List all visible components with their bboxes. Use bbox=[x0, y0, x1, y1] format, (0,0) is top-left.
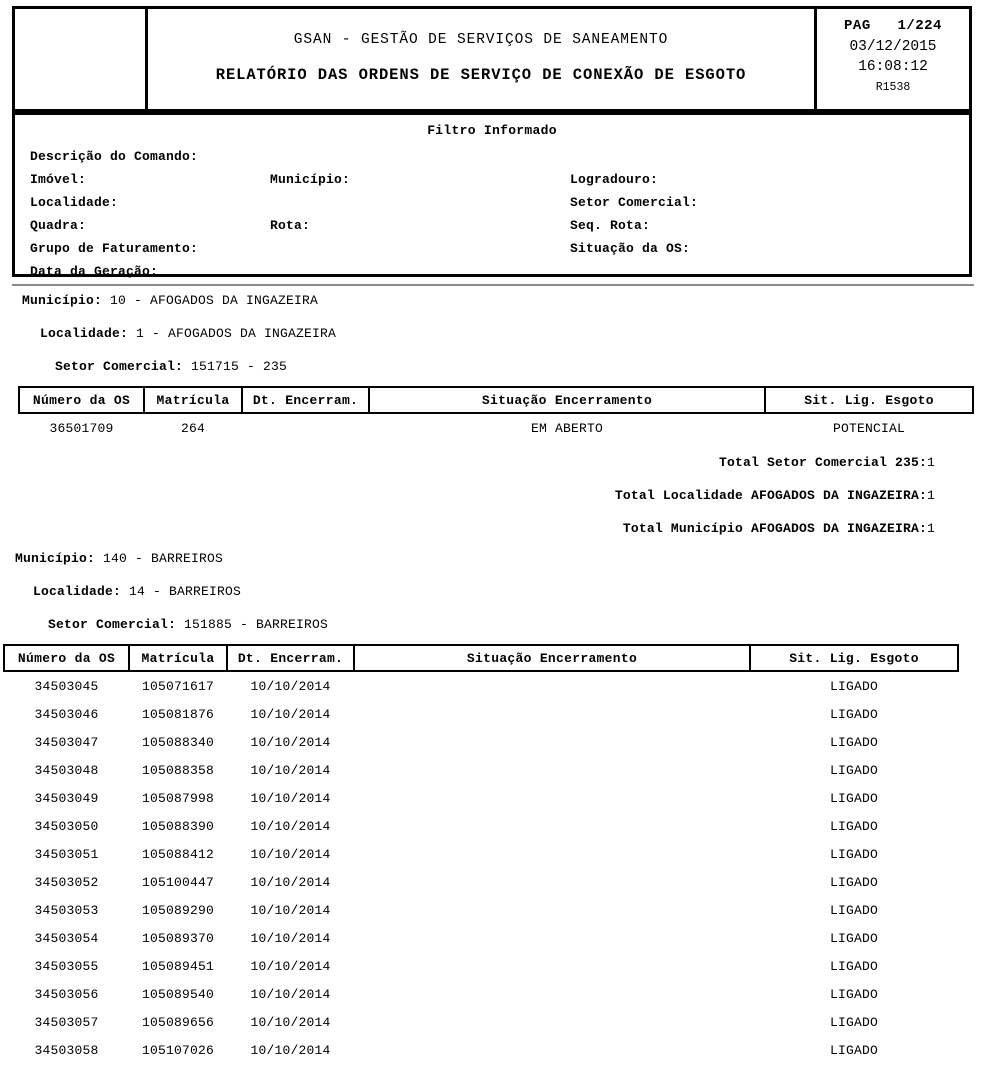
cell-sit-lig-esgoto: LIGADO bbox=[829, 706, 878, 722]
filter-label: Grupo de Faturamento: bbox=[30, 241, 199, 256]
cell-dt-encerramento: 10/10/2014 bbox=[250, 874, 331, 890]
table-row bbox=[4, 784, 958, 812]
cell-os: 34503058 bbox=[34, 1042, 99, 1058]
cell-sit-lig-esgoto: LIGADO bbox=[829, 734, 878, 750]
cell-os: 34503050 bbox=[34, 818, 99, 834]
cell-matricula: 105088340 bbox=[141, 734, 214, 750]
table-row bbox=[4, 756, 958, 784]
cell-matricula: 105100447 bbox=[141, 874, 214, 890]
cell-matricula: 105081876 bbox=[141, 706, 214, 722]
column-header-matricula: Matrícula bbox=[129, 645, 227, 671]
cell-dt-encerramento: 10/10/2014 bbox=[250, 818, 331, 834]
cell-matricula: 105087998 bbox=[141, 790, 214, 806]
cell-situacao bbox=[354, 756, 750, 784]
cell-dt-encerramento: 10/10/2014 bbox=[250, 930, 331, 946]
column-header-os: Número da OS bbox=[19, 387, 144, 413]
cell-dt-encerramento bbox=[242, 413, 369, 442]
os-table bbox=[3, 644, 959, 1064]
cell-dt-encerramento: 10/10/2014 bbox=[250, 678, 331, 694]
section-setor-label: Setor Comercial: bbox=[48, 617, 177, 632]
cell-matricula: 105089451 bbox=[141, 958, 214, 974]
column-header-sit-lig-esgoto: Sit. Lig. Esgoto bbox=[750, 645, 958, 671]
filter-row bbox=[15, 172, 969, 195]
cell-os: 34503048 bbox=[34, 762, 99, 778]
cell-situacao bbox=[354, 700, 750, 728]
section-localidade bbox=[33, 584, 241, 599]
cell-dt-encerramento: 10/10/2014 bbox=[250, 734, 331, 750]
page-meta-cell bbox=[817, 9, 969, 109]
cell-os: 34503053 bbox=[34, 902, 99, 918]
filter-row bbox=[15, 241, 969, 264]
cell-matricula: 105089290 bbox=[141, 902, 214, 918]
table-row bbox=[4, 728, 958, 756]
filter-label: Logradouro: bbox=[570, 172, 659, 187]
cell-os: 36501709 bbox=[49, 420, 114, 436]
cell-matricula: 105088358 bbox=[141, 762, 214, 778]
cell-dt-encerramento: 10/10/2014 bbox=[250, 846, 331, 862]
cell-sit-lig-esgoto: LIGADO bbox=[829, 790, 878, 806]
cell-matricula: 105107026 bbox=[141, 1042, 214, 1058]
filter-fields bbox=[15, 149, 969, 287]
cell-os: 34503054 bbox=[34, 930, 99, 946]
filter-label: Data da Geração: bbox=[30, 264, 159, 279]
column-header-os: Número da OS bbox=[4, 645, 129, 671]
table-row bbox=[19, 413, 973, 442]
cell-dt-encerramento: 10/10/2014 bbox=[250, 958, 331, 974]
section-setor bbox=[48, 617, 328, 632]
cell-dt-encerramento: 10/10/2014 bbox=[250, 706, 331, 722]
cell-os: 34503052 bbox=[34, 874, 99, 890]
filter-row bbox=[15, 195, 969, 218]
cell-dt-encerramento: 10/10/2014 bbox=[250, 790, 331, 806]
total-value: 1 bbox=[926, 488, 935, 503]
column-header-situacao: Situação Encerramento bbox=[369, 387, 765, 413]
section-localidade-label: Localidade: bbox=[40, 326, 129, 341]
filter-row bbox=[15, 218, 969, 241]
filter-label: Seq. Rota: bbox=[570, 218, 651, 233]
cell-os: 34503046 bbox=[34, 706, 99, 722]
table-row bbox=[4, 980, 958, 1008]
cell-matricula: 105071617 bbox=[141, 678, 214, 694]
filter-label: Setor Comercial: bbox=[570, 195, 699, 210]
filter-row bbox=[15, 149, 969, 172]
column-header-dt-encerramento: Dt. Encerram. bbox=[242, 387, 369, 413]
table-row bbox=[4, 840, 958, 868]
table-row bbox=[4, 896, 958, 924]
section-municipio-value: 10 - AFOGADOS DA INGAZEIRA bbox=[102, 293, 319, 308]
section-setor-value: 151885 - BARREIROS bbox=[176, 617, 329, 632]
filter-label: Rota: bbox=[270, 218, 311, 233]
table-row bbox=[4, 952, 958, 980]
total-value: 1 bbox=[926, 455, 935, 470]
cell-dt-encerramento: 10/10/2014 bbox=[250, 762, 331, 778]
filter-title: Filtro Informado bbox=[427, 123, 557, 138]
os-table bbox=[18, 386, 974, 442]
cell-os: 34503045 bbox=[34, 678, 99, 694]
system-title: GSAN - GESTÃO DE SERVIÇOS DE SANEAMENTO bbox=[293, 32, 669, 48]
cell-sit-lig-esgoto: LIGADO bbox=[829, 986, 878, 1002]
table-row bbox=[4, 671, 958, 700]
table-row bbox=[4, 868, 958, 896]
section-setor bbox=[55, 359, 287, 374]
cell-dt-encerramento: 10/10/2014 bbox=[250, 986, 331, 1002]
table-row bbox=[4, 700, 958, 728]
column-header-sit-lig-esgoto: Sit. Lig. Esgoto bbox=[765, 387, 973, 413]
total-line bbox=[615, 488, 935, 503]
total-line bbox=[719, 455, 935, 470]
cell-dt-encerramento: 10/10/2014 bbox=[250, 902, 331, 918]
cell-sit-lig-esgoto: LIGADO bbox=[829, 874, 878, 890]
cell-situacao bbox=[354, 728, 750, 756]
cell-os: 34503047 bbox=[34, 734, 99, 750]
table-row bbox=[4, 1036, 958, 1064]
report-title: RELATÓRIO DAS ORDENS DE SERVIÇO DE CONEXÃO DE ESGOTO bbox=[215, 66, 747, 84]
generation-time: 16:08:12 bbox=[858, 59, 928, 75]
filter-label: Município: bbox=[270, 172, 351, 187]
cell-situacao bbox=[354, 1008, 750, 1036]
section-municipio-label: Município: bbox=[22, 293, 103, 308]
cell-matricula: 105089370 bbox=[141, 930, 214, 946]
cell-situacao bbox=[354, 1036, 750, 1064]
cell-situacao bbox=[354, 868, 750, 896]
cell-sit-lig-esgoto: LIGADO bbox=[829, 1042, 878, 1058]
title-cell bbox=[148, 9, 817, 109]
cell-situacao bbox=[354, 671, 750, 700]
cell-sit-lig-esgoto: LIGADO bbox=[829, 902, 878, 918]
cell-matricula: 105088412 bbox=[141, 846, 214, 862]
filter-label: Localidade: bbox=[30, 195, 119, 210]
column-header-situacao: Situação Encerramento bbox=[354, 645, 750, 671]
cell-os: 34503051 bbox=[34, 846, 99, 862]
table-row bbox=[4, 812, 958, 840]
section-setor-label: Setor Comercial: bbox=[55, 359, 184, 374]
cell-sit-lig-esgoto: LIGADO bbox=[829, 762, 878, 778]
section-localidade-value: 1 - AFOGADOS DA INGAZEIRA bbox=[128, 326, 337, 341]
total-line bbox=[623, 521, 935, 536]
column-header-dt-encerramento: Dt. Encerram. bbox=[227, 645, 354, 671]
cell-matricula: 105088390 bbox=[141, 818, 214, 834]
section-municipio-label: Município: bbox=[15, 551, 96, 566]
cell-situacao bbox=[354, 812, 750, 840]
table-header-row bbox=[4, 645, 958, 671]
section-localidade bbox=[40, 326, 336, 341]
cell-sit-lig-esgoto: LIGADO bbox=[829, 846, 878, 862]
section-setor-value: 151715 - 235 bbox=[183, 359, 288, 374]
generation-date: 03/12/2015 bbox=[849, 39, 937, 55]
filter-label: Imóvel: bbox=[30, 172, 87, 187]
cell-os: 34503057 bbox=[34, 1014, 99, 1030]
cell-sit-lig-esgoto: LIGADO bbox=[829, 818, 878, 834]
cell-os: 34503055 bbox=[34, 958, 99, 974]
table-row bbox=[4, 924, 958, 952]
cell-situacao bbox=[354, 896, 750, 924]
section-municipio bbox=[15, 551, 223, 566]
cell-matricula: 105089540 bbox=[141, 986, 214, 1002]
cell-situacao bbox=[354, 980, 750, 1008]
cell-sit-lig-esgoto: LIGADO bbox=[829, 958, 878, 974]
total-label: Total Localidade AFOGADOS DA INGAZEIRA: bbox=[614, 488, 927, 503]
section-localidade-value: 14 - BARREIROS bbox=[121, 584, 242, 599]
cell-sit-lig-esgoto: LIGADO bbox=[829, 678, 878, 694]
table-header-row bbox=[19, 387, 973, 413]
filter-divider bbox=[12, 284, 974, 286]
cell-os: 34503056 bbox=[34, 986, 99, 1002]
cell-matricula: 264 bbox=[180, 420, 205, 436]
cell-situacao bbox=[354, 840, 750, 868]
logo-cell bbox=[15, 9, 148, 109]
section-municipio-value: 140 - BARREIROS bbox=[95, 551, 224, 566]
section-municipio bbox=[22, 293, 318, 308]
cell-situacao bbox=[354, 784, 750, 812]
cell-sit-lig-esgoto: LIGADO bbox=[829, 930, 878, 946]
total-label: Total Município AFOGADOS DA INGAZEIRA: bbox=[622, 521, 927, 536]
filter-label: Situação da OS: bbox=[570, 241, 691, 256]
report-header bbox=[12, 6, 972, 112]
section-localidade-label: Localidade: bbox=[33, 584, 122, 599]
cell-dt-encerramento: 10/10/2014 bbox=[250, 1014, 331, 1030]
total-label: Total Setor Comercial 235: bbox=[718, 455, 927, 470]
filter-panel bbox=[12, 112, 972, 277]
cell-situacao bbox=[354, 952, 750, 980]
report-code: R1538 bbox=[875, 81, 911, 94]
table-row bbox=[4, 1008, 958, 1036]
cell-os: 34503049 bbox=[34, 790, 99, 806]
cell-situacao bbox=[354, 924, 750, 952]
filter-label: Descrição do Comando: bbox=[30, 149, 199, 164]
cell-matricula: 105089656 bbox=[141, 1014, 214, 1030]
cell-dt-encerramento: 10/10/2014 bbox=[250, 1042, 331, 1058]
total-value: 1 bbox=[926, 521, 935, 536]
cell-situacao: EM ABERTO bbox=[530, 420, 603, 436]
cell-sit-lig-esgoto: POTENCIAL bbox=[832, 420, 905, 436]
cell-sit-lig-esgoto: LIGADO bbox=[829, 1014, 878, 1030]
page-number: PAG 1/224 bbox=[844, 18, 942, 34]
filter-label: Quadra: bbox=[30, 218, 87, 233]
column-header-matricula: Matrícula bbox=[144, 387, 242, 413]
